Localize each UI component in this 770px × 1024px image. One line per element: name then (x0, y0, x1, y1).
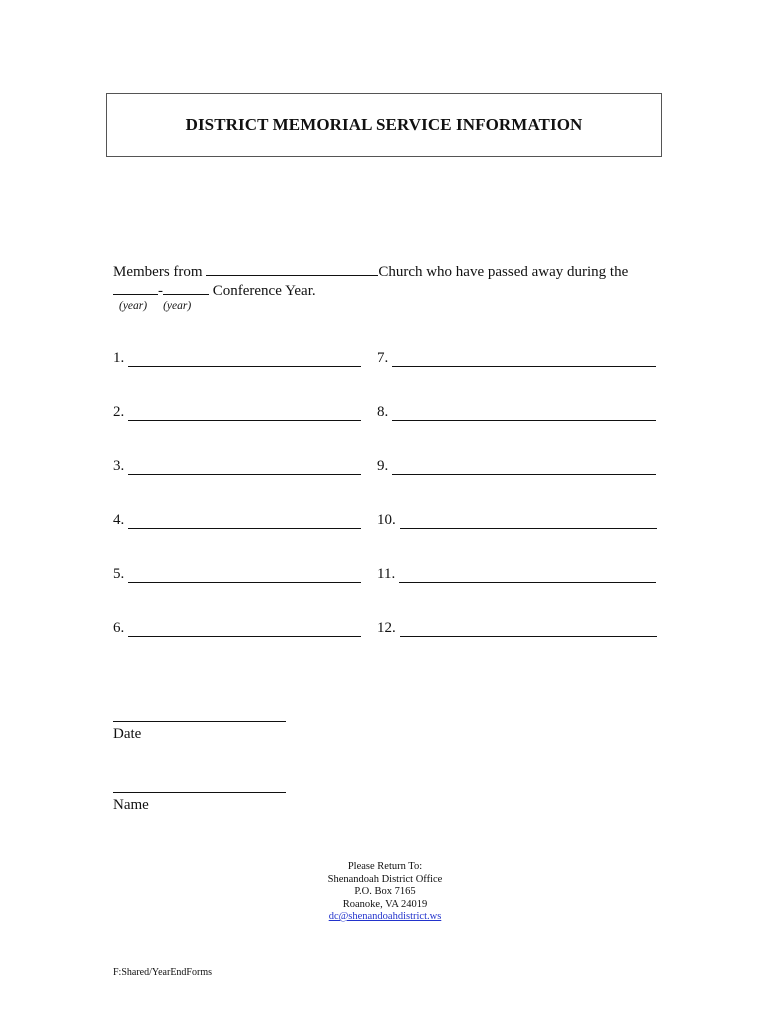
return-po-box: P.O. Box 7165 (354, 886, 416, 897)
entry-number: 8. (377, 404, 389, 420)
date-line[interactable] (113, 721, 286, 722)
entry-line[interactable] (128, 352, 361, 367)
start-year-blank[interactable] (113, 282, 158, 295)
year-dash: - (158, 283, 163, 299)
conference-year-label: Conference Year. (212, 283, 316, 299)
entry-number: 7. (377, 350, 389, 366)
entry-1 (113, 350, 361, 367)
entry-line[interactable] (128, 460, 361, 475)
return-office: Shenandoah District Office (327, 873, 443, 885)
entry-4 (113, 512, 361, 529)
entry-line[interactable] (392, 352, 656, 367)
entry-line[interactable] (392, 460, 656, 475)
entry-number: 5. (113, 566, 125, 582)
intro-line-2 (113, 282, 628, 301)
entry-number: 9. (377, 458, 389, 474)
entry-number: 10. (377, 512, 396, 528)
end-year-blank[interactable] (163, 282, 209, 295)
church-name-blank[interactable] (206, 263, 378, 276)
entry-2 (113, 404, 361, 421)
footer-path: F:Shared/YearEndForms (113, 967, 212, 978)
entry-7 (377, 350, 656, 367)
entry-line[interactable] (128, 622, 361, 637)
entry-3 (113, 458, 361, 475)
entry-5 (113, 566, 361, 583)
return-email-link[interactable]: dc@shenandoahdistrict.ws (328, 911, 442, 922)
name-line[interactable] (113, 792, 286, 793)
entry-number: 2. (113, 404, 125, 420)
entry-number: 3. (113, 458, 125, 474)
entry-line[interactable] (400, 514, 657, 529)
entry-number: 6. (113, 620, 125, 636)
entry-6 (113, 620, 361, 637)
entry-line[interactable] (400, 622, 657, 637)
entry-line[interactable] (128, 406, 361, 421)
date-label: Date (113, 726, 142, 742)
intro-text (113, 263, 628, 301)
year-label-start: (year) (119, 300, 148, 312)
members-from-label: Members from (113, 264, 203, 280)
page-title: DISTRICT MEMORIAL SERVICE INFORMATION (185, 115, 583, 134)
year-label-end: (year) (163, 300, 192, 312)
entry-10 (377, 512, 657, 529)
entry-number: 1. (113, 350, 125, 366)
return-address (0, 861, 770, 924)
return-city: Roanoke, VA 24019 (342, 898, 428, 910)
intro-line-1 (113, 263, 628, 282)
year-labels (119, 300, 207, 312)
entry-line[interactable] (128, 568, 361, 583)
entry-8 (377, 404, 656, 421)
title-box (106, 93, 662, 157)
church-clause-label: Church who have passed away during the (378, 264, 629, 280)
entry-12 (377, 620, 657, 637)
entry-9 (377, 458, 656, 475)
entry-line[interactable] (128, 514, 361, 529)
entry-line[interactable] (399, 568, 656, 583)
entry-number: 12. (377, 620, 396, 636)
entry-number: 4. (113, 512, 125, 528)
name-label: Name (113, 797, 149, 813)
entry-number: 11. (377, 566, 396, 582)
entry-line[interactable] (392, 406, 656, 421)
entry-11 (377, 566, 656, 583)
return-heading: Please Return To: (347, 861, 423, 872)
